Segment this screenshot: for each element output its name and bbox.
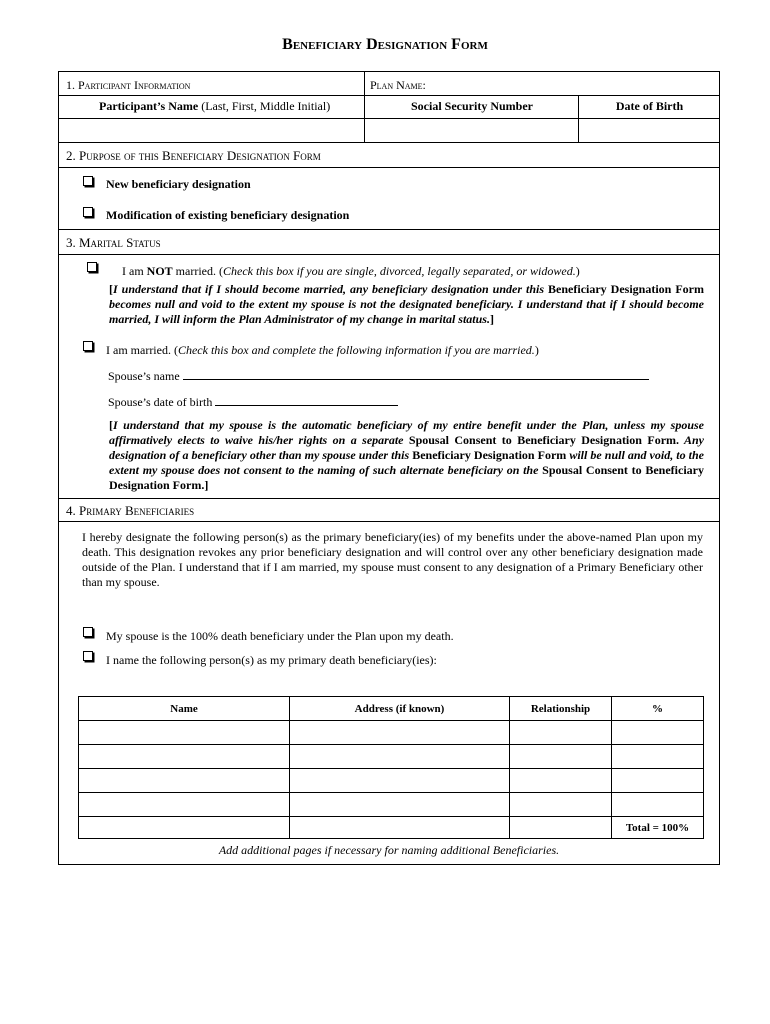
text-run: NOT (146, 264, 173, 278)
beneficiary-percent-cell[interactable] (612, 793, 704, 817)
text-run: Spousal Consent to Beneficiary Designation Form. (408, 433, 680, 447)
additional-pages-note: Add additional pages if necessary for naming additional Beneficiaries. (218, 843, 560, 857)
text-run: ) (575, 264, 580, 278)
blank-cell (290, 817, 510, 839)
text-run: Spousal Consent to Beneficiary Designation Form. (109, 463, 704, 492)
spouse-name-row (108, 369, 649, 384)
named-beneficiary-label: I name the following person(s) as my primary death beneficiary(ies): (106, 653, 437, 667)
spouse-beneficiary-label: My spouse is the 100% death beneficiary under the Plan upon my death. (106, 629, 454, 643)
text-run: I understand that my spouse is the automatic beneficiary of my entire benefit under the Plan, unless my spouse affirmatively elects to waive his/her rights on a separate (109, 418, 704, 447)
divider (59, 95, 719, 96)
column-header-relationship: Relationship (510, 697, 612, 721)
dob-label: Date of Birth (615, 99, 684, 113)
table-row (79, 793, 704, 817)
beneficiary-name-cell[interactable] (79, 721, 290, 745)
beneficiary-percent-cell[interactable] (612, 769, 704, 793)
beneficiary-address-cell[interactable] (290, 793, 510, 817)
divider (59, 498, 719, 499)
beneficiary-relationship-cell[interactable] (510, 745, 612, 769)
text-run: [ (109, 282, 113, 296)
beneficiary-relationship-cell[interactable] (510, 721, 612, 745)
column-header-address: Address (if known) (290, 697, 510, 721)
divider (59, 142, 719, 143)
beneficiary-relationship-cell[interactable] (510, 769, 612, 793)
divider (59, 521, 719, 522)
divider (59, 229, 719, 230)
table-row (79, 769, 704, 793)
text-run: married. ( (172, 264, 223, 278)
table-row (79, 745, 704, 769)
spouse-name-label: Spouse’s name (108, 369, 180, 383)
participant-name-label-rest: (Last, First, Middle Initial) (198, 99, 331, 113)
spouse-dob-input[interactable] (215, 395, 398, 406)
designation-statement: I hereby designate the following person(s) as the primary beneficiary(ies) of my benefits under the above-named Plan upon my death. This designation revokes any prior beneficiary designation and will control over any other beneficiary designation made outside of the Plan. I understand that if I am married, my spouse must consent to any designation of a Primary Beneficiary other than my spouse. (82, 530, 703, 589)
spouse-name-input[interactable] (183, 369, 649, 380)
new-designation-checkbox[interactable] (83, 176, 93, 186)
form-title: Beneficiary Designation Form (282, 36, 488, 53)
text-run: will be null and void, to the extent my spouse does not consent to the naming of such alternate beneficiary on the (109, 448, 704, 477)
text-run: ) (534, 343, 539, 357)
not-married-label (122, 264, 580, 279)
participant-name-input[interactable] (60, 119, 363, 141)
text-run: becomes null and void to the extent my spouse is not the designated beneficiary. I understand that if I should become married, I will inform the Plan Administrator of my change in marital status. (109, 297, 704, 326)
text-run: I am married. ( (106, 343, 178, 357)
section3-heading: 3. Marital Status (66, 235, 161, 250)
column-header-percent: % (612, 697, 704, 721)
beneficiary-name-cell[interactable] (79, 745, 290, 769)
text-run: Check this box if you are single, divorced, legally separated, or widowed. (222, 264, 576, 278)
text-run: Any designation of a beneficiary other than my spouse under this (109, 433, 704, 462)
beneficiary-address-cell[interactable] (290, 769, 510, 793)
text-run: Beneficiary Designation Form (548, 282, 704, 296)
beneficiary-table (78, 696, 704, 839)
ssn-label: Social Security Number (411, 99, 533, 113)
plan-name-label: Plan Name: (370, 78, 426, 92)
table-total-row (79, 817, 704, 839)
text-run: ] (489, 312, 494, 326)
divider (59, 167, 719, 168)
participant-name-label (99, 99, 330, 114)
text-run: I understand that if I should become married, any beneficiary designation under this (113, 282, 549, 296)
beneficiary-form (58, 71, 720, 865)
not-married-acknowledgement (109, 282, 704, 327)
dob-input[interactable] (579, 119, 719, 141)
text-run: ] (204, 478, 209, 492)
ssn-input[interactable] (365, 119, 577, 141)
beneficiary-name-cell[interactable] (79, 793, 290, 817)
beneficiary-relationship-cell[interactable] (510, 793, 612, 817)
column-header-name: Name (79, 697, 290, 721)
total-percent-label: Total = 100% (612, 817, 704, 839)
text-run: Check this box and complete the following information if you are married. (177, 343, 535, 357)
spouse-dob-row (108, 395, 398, 410)
beneficiary-percent-cell[interactable] (612, 745, 704, 769)
new-designation-label: New beneficiary designation (106, 177, 251, 191)
section4-heading: 4. Primary Beneficiaries (66, 503, 195, 518)
modify-designation-label: Modification of existing beneficiary designation (106, 208, 350, 222)
beneficiary-percent-cell[interactable] (612, 721, 704, 745)
not-married-checkbox[interactable] (87, 262, 97, 272)
participant-name-label-bold: Participant’s Name (99, 99, 199, 113)
beneficiary-address-cell[interactable] (290, 721, 510, 745)
section2-heading: 2. Purpose of this Beneficiary Designation Form (66, 148, 321, 163)
spouse-dob-label: Spouse’s date of birth (108, 395, 213, 409)
text-run: Beneficiary Designation Form (412, 448, 567, 462)
plan-name-input[interactable] (449, 74, 719, 94)
married-checkbox[interactable] (83, 341, 93, 351)
text-run: [ (109, 418, 113, 432)
beneficiary-name-cell[interactable] (79, 769, 290, 793)
married-label (106, 343, 539, 358)
named-beneficiary-checkbox[interactable] (83, 651, 93, 661)
blank-cell (79, 817, 290, 839)
table-header-row (79, 697, 704, 721)
beneficiary-address-cell[interactable] (290, 745, 510, 769)
modify-designation-checkbox[interactable] (83, 207, 93, 217)
spouse-beneficiary-checkbox[interactable] (83, 627, 93, 637)
section1-heading: 1. Participant Information (66, 78, 191, 92)
text-run: I am (122, 264, 147, 278)
table-row (79, 721, 704, 745)
divider (59, 254, 719, 255)
married-acknowledgement (109, 418, 704, 493)
blank-cell (510, 817, 612, 839)
